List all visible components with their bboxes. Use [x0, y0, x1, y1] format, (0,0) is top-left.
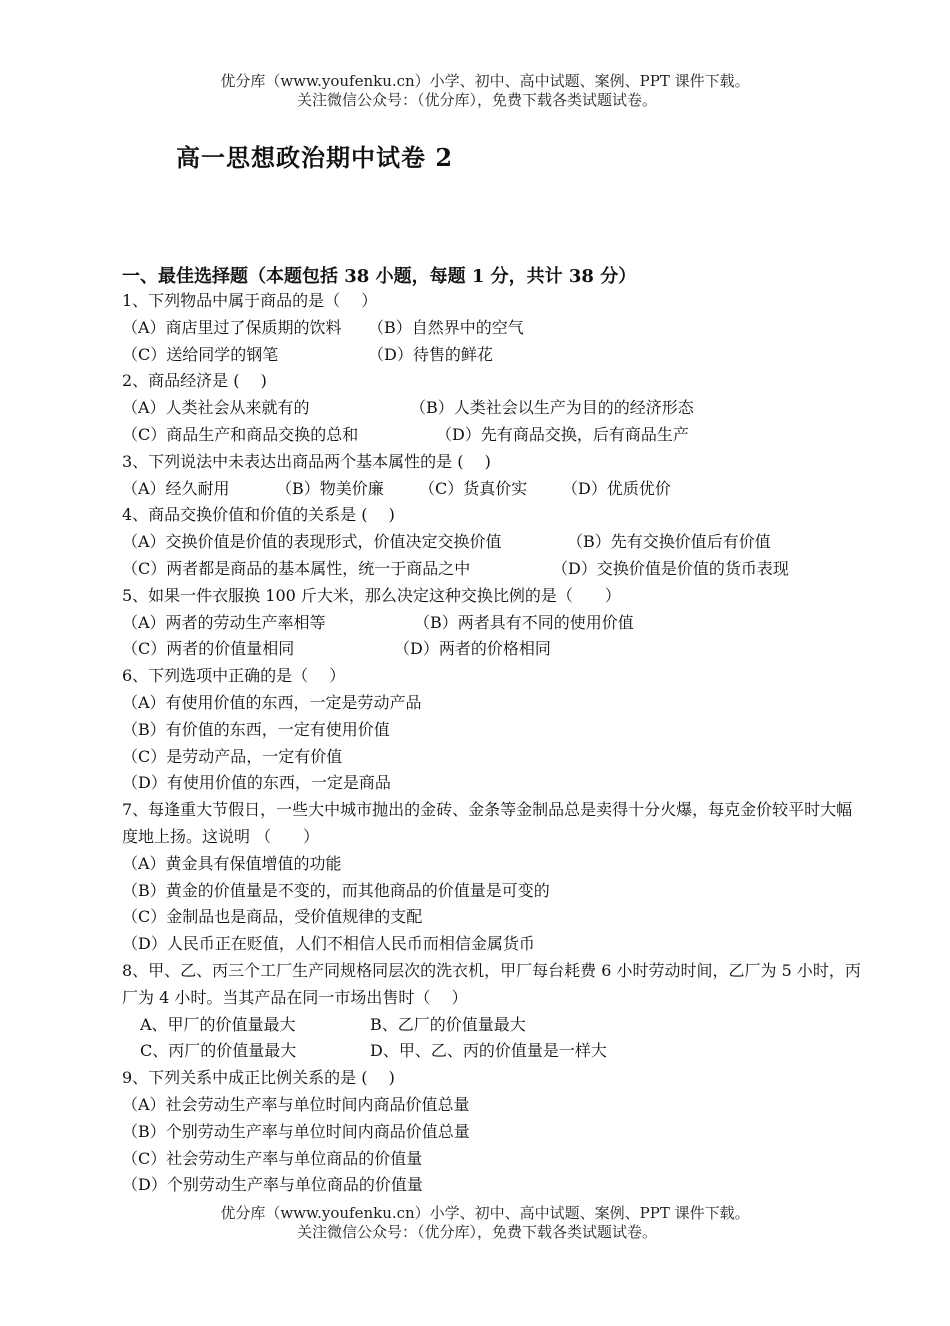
- option-row: [122, 529, 862, 556]
- page-header: [0, 72, 950, 110]
- answer-option: （D）两者的价格相同: [394, 639, 551, 659]
- header-line-1: 优分库（www.youfenku.cn）小学、初中、高中试题、案例、PPT 课件下载。: [220, 72, 750, 90]
- option-row: [122, 395, 862, 422]
- answer-option: （B）有价值的东西，一定有使用价值: [122, 719, 390, 739]
- answer-option: （B）自然界中的空气: [368, 317, 524, 337]
- answer-option: （D）待售的鲜花: [368, 344, 493, 364]
- option-row: [122, 931, 862, 958]
- answer-option: （D）有使用价值的东西，一定是商品: [122, 773, 391, 793]
- question-item: [122, 797, 862, 958]
- answer-option: （A）两者的劳动生产率相等: [122, 612, 326, 632]
- question-stem: 8、甲、乙、丙三个工厂生产同规格同层次的洗衣机，甲厂每台耗费 6 小时劳动时间，乙厂为 5 小时，丙厂为 4 小时。当其产品在同一市场出售时（ ）: [122, 960, 861, 1007]
- answer-option: （C）送给同学的钢笔: [122, 344, 279, 364]
- option-row: [122, 904, 862, 931]
- answer-option: （C）金制品也是商品，受价值规律的支配: [122, 907, 423, 927]
- answer-option: （D）人民币正在贬值，人们不相信人民币而相信金属货币: [122, 934, 535, 954]
- question-stem: 9、下列关系中成正比例关系的是 ( ): [122, 1068, 395, 1088]
- option-row: [122, 1038, 862, 1065]
- option-row: [122, 1092, 862, 1119]
- footer-line-2: 关注微信公众号：（优分库），免费下载各类试题试卷。: [296, 1223, 657, 1241]
- option-row: [122, 476, 862, 503]
- document-title: 高一思想政治期中试卷 2: [176, 143, 454, 172]
- answer-option: （C）商品生产和商品交换的总和: [122, 424, 359, 444]
- answer-option: （D）个别劳动生产率与单位商品的价值量: [122, 1175, 423, 1195]
- question-stem: 1、下列物品中属于商品的是（ ）: [122, 291, 378, 310]
- option-row: [122, 690, 862, 717]
- option-row: [122, 1012, 862, 1039]
- option-row: [122, 851, 862, 878]
- answer-option: （D）交换价值是价值的货币表现: [552, 558, 789, 578]
- answer-option: （D）先有商品交换，后有商品生产: [436, 424, 689, 444]
- answer-option: （B）黄金的价值量是不变的，而其他商品的价值量是可变的: [122, 880, 550, 900]
- answer-option: （A）交换价值是价值的表现形式，价值决定交换价值: [122, 532, 502, 552]
- answer-option: （C）两者都是商品的基本属性，统一于商品之中: [122, 558, 471, 578]
- question-item: [122, 583, 862, 663]
- answer-option: （B）人类社会以生产为目的的经济形态: [410, 398, 694, 418]
- answer-option: （A）人类社会从来就有的: [122, 398, 310, 418]
- answer-option: （A）经久耐用: [122, 478, 230, 498]
- answer-option: （A）社会劳动生产率与单位时间内商品价值总量: [122, 1094, 470, 1114]
- question-item: [122, 663, 862, 797]
- answer-option: （D）优质优价: [562, 478, 671, 498]
- option-row: [122, 770, 862, 797]
- header-line-2: 关注微信公众号：（优分库），免费下载各类试题试卷。: [296, 91, 657, 109]
- page-footer: [0, 1204, 950, 1242]
- answer-option: （C）社会劳动生产率与单位商品的价值量: [122, 1148, 423, 1168]
- option-row: [122, 342, 862, 369]
- option-row: [122, 717, 862, 744]
- option-row: [122, 1119, 862, 1146]
- question-item: [122, 502, 862, 582]
- question-item: [122, 288, 862, 368]
- question-stem: 5、如果一件衣服换 100 斤大米，那么决定这种交换比例的是（ ）: [122, 585, 621, 605]
- section-heading: 一、最佳选择题（本题包括 38 小题，每题 1 分，共计 38 分）: [122, 266, 637, 287]
- question-item: [122, 449, 862, 503]
- question-stem: 6、下列选项中正确的是（ ）: [122, 666, 346, 686]
- answer-option: （C）货真价实: [419, 478, 528, 498]
- answer-option: （A）商店里过了保质期的饮料: [122, 317, 342, 337]
- question-item: [122, 958, 862, 1065]
- option-row: [122, 422, 862, 449]
- answer-option: （B）两者具有不同的使用价值: [414, 612, 634, 632]
- question-list: [122, 288, 862, 1199]
- answer-option: （C）两者的价值量相同: [122, 639, 295, 659]
- question-stem: 7、每逢重大节假日，一些大中城市抛出的金砖、金条等金制品总是卖得十分火爆，每克金价较平时大幅度地上扬。这说明 （ ）: [122, 800, 853, 846]
- question-item: [122, 1065, 862, 1199]
- footer-line-1: 优分库（www.youfenku.cn）小学、初中、高中试题、案例、PPT 课件下载。: [220, 1204, 750, 1222]
- option-row: [122, 1172, 862, 1199]
- answer-option: （B）个别劳动生产率与单位时间内商品价值总量: [122, 1121, 470, 1141]
- question-item: [122, 368, 862, 448]
- answer-option: B、乙厂的价值量最大: [370, 1014, 526, 1034]
- option-row: [122, 878, 862, 905]
- option-row: [122, 556, 862, 583]
- question-stem: 3、下列说法中未表达出商品两个基本属性的是 ( ): [122, 451, 491, 471]
- answer-option: A、甲厂的价值量最大: [140, 1014, 296, 1034]
- option-row: [122, 744, 862, 771]
- question-stem: 2、商品经济是 ( ): [122, 371, 267, 391]
- option-row: [122, 610, 862, 637]
- option-row: [122, 636, 862, 663]
- answer-option: C、丙厂的价值量最大: [140, 1041, 297, 1061]
- option-row: [122, 1146, 862, 1173]
- answer-option: （B）物美价廉: [276, 478, 384, 498]
- answer-option: （C）是劳动产品，一定有价值: [122, 746, 343, 766]
- answer-option: （A）有使用价值的东西，一定是劳动产品: [122, 692, 422, 712]
- answer-option: （B）先有交换价值后有价值: [567, 532, 771, 552]
- question-stem: 4、商品交换价值和价值的关系是 ( ): [122, 505, 395, 525]
- answer-option: D、甲、乙、丙的价值量是一样大: [370, 1041, 607, 1061]
- answer-option: （A）黄金具有保值增值的功能: [122, 853, 342, 873]
- option-row: [122, 315, 862, 342]
